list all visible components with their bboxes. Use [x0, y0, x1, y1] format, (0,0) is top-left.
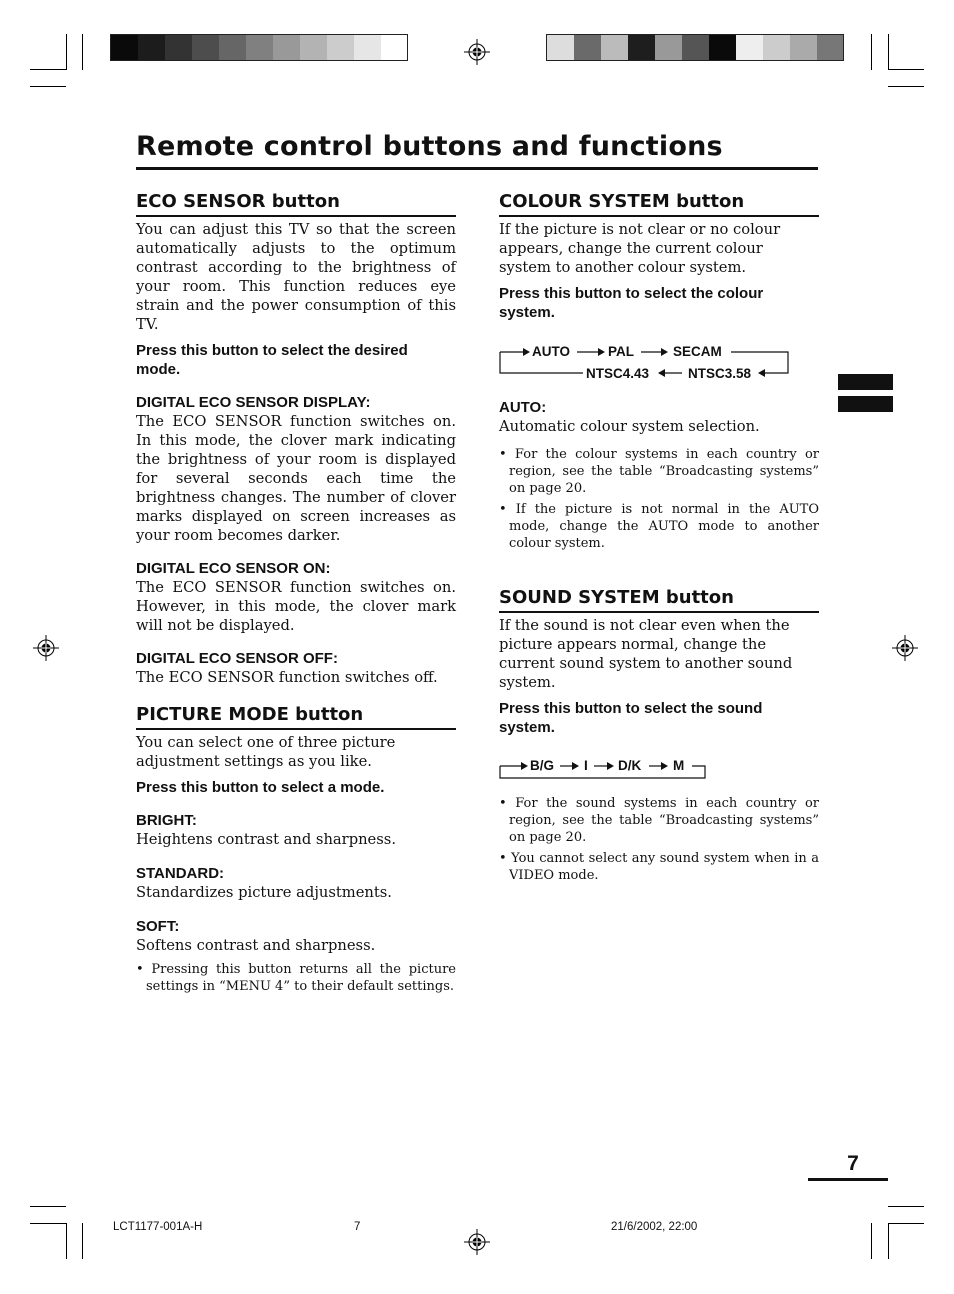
sound-m: M	[673, 758, 685, 773]
registration-mark-left	[33, 635, 59, 661]
picture-mode-intro: You can select one of three picture adjustment settings as you like.	[136, 734, 396, 770]
colour-system-intro: If the picture is not clear or no colour appears, change the current colour system to another colour system.	[499, 221, 781, 276]
colour-ntsc358: NTSC3.58	[688, 366, 752, 381]
colour-system-heading: COLOUR SYSTEM button	[499, 191, 819, 217]
colour-pal: PAL	[608, 344, 634, 359]
page-number	[808, 1150, 888, 1181]
colour-system-cycle-diagram	[499, 340, 799, 384]
sound-dk: D/K	[618, 758, 642, 773]
bright-label: BRIGHT:	[136, 812, 197, 829]
sound-system-cycle-diagram	[499, 756, 709, 782]
standard-label: STANDARD:	[136, 865, 225, 882]
colour-auto-label: AUTO:	[499, 399, 547, 416]
eco-display-text: The ECO SENSOR function switches on. In this mode, the clover mark indicating the brightness of your room is displayed for several seconds each time the brightness changes. The number of clover marks displayed on screen increases as your room becomes darker.	[136, 413, 456, 544]
colour-secam: SECAM	[673, 344, 722, 359]
sound-system-press: Press this button to select the sound system.	[499, 700, 763, 736]
thumb-tab-upper	[838, 374, 893, 390]
grayscale-bar-right	[546, 34, 844, 61]
footer-page: 7	[354, 1221, 361, 1233]
sound-bg: B/G	[530, 758, 555, 773]
colour-ntsc443: NTSC4.43	[586, 366, 650, 381]
soft-text: Softens contrast and sharpness.	[136, 937, 376, 954]
grayscale-bar-left	[110, 34, 408, 61]
sound-note-2: • You cannot select any sound system when in a VIDEO mode.	[499, 851, 819, 883]
picture-mode-note: • Pressing this button returns all the picture settings in “MENU 4” to their default settings.	[136, 962, 456, 994]
left-column	[136, 191, 456, 687]
colour-note-1: • For the colour systems in each country or region, see the table “Broadcasting systems” on page 20.	[499, 447, 819, 496]
footer-date: 21/6/2002, 22:00	[611, 1221, 698, 1233]
eco-sensor-press: Press this button to select the desired mode.	[136, 342, 408, 378]
eco-on-text: The ECO SENSOR function switches on. However, in this mode, the clover mark will not be displayed.	[136, 579, 456, 634]
sound-notes	[499, 795, 819, 884]
colour-auto-section	[499, 399, 819, 552]
colour-auto-text: Automatic colour system selection.	[499, 418, 760, 435]
footer-code: LCT1177-001A-H	[113, 1221, 203, 1233]
soft-label: SOFT:	[136, 918, 180, 935]
registration-mark-bottom	[464, 1229, 490, 1255]
eco-off-label: DIGITAL ECO SENSOR OFF:	[136, 650, 338, 667]
eco-sensor-intro: You can adjust this TV so that the screen automatically adjusts to the optimum contrast according to the brightness of your room. This function reduces eye strain and the power consumption of this TV.	[136, 221, 456, 333]
eco-off-text: The ECO SENSOR function switches off.	[136, 669, 438, 686]
registration-mark-right	[892, 635, 918, 661]
colour-system-section	[499, 191, 819, 322]
colour-system-press: Press this button to select the colour system.	[499, 285, 764, 321]
registration-mark-top	[464, 39, 490, 65]
picture-mode-section	[136, 704, 456, 995]
page-title: Remote control buttons and functions	[136, 128, 818, 170]
sound-i: I	[584, 758, 588, 773]
page-number-text: 7	[847, 1152, 859, 1175]
thumb-tab-lower	[838, 396, 893, 412]
standard-text: Standardizes picture adjustments.	[136, 884, 392, 901]
eco-sensor-heading: ECO SENSOR button	[136, 191, 456, 217]
colour-auto: AUTO	[532, 344, 571, 359]
sound-system-intro: If the sound is not clear even when the picture appears normal, change the current sound system to another sound system.	[499, 617, 793, 691]
eco-on-label: DIGITAL ECO SENSOR ON:	[136, 560, 331, 577]
eco-display-label: DIGITAL ECO SENSOR DISPLAY:	[136, 394, 371, 411]
sound-system-heading: SOUND SYSTEM button	[499, 587, 819, 613]
picture-mode-heading: PICTURE MODE button	[136, 704, 456, 730]
sound-note-1: • For the sound systems in each country or region, see the table “Broadcasting systems” on page 20.	[499, 796, 819, 845]
colour-note-2: • If the picture is not normal in the AUTO mode, change the AUTO mode to another colour system.	[499, 502, 819, 551]
bright-text: Heightens contrast and sharpness.	[136, 831, 396, 848]
sound-system-section	[499, 587, 819, 737]
picture-mode-press: Press this button to select a mode.	[136, 779, 385, 796]
